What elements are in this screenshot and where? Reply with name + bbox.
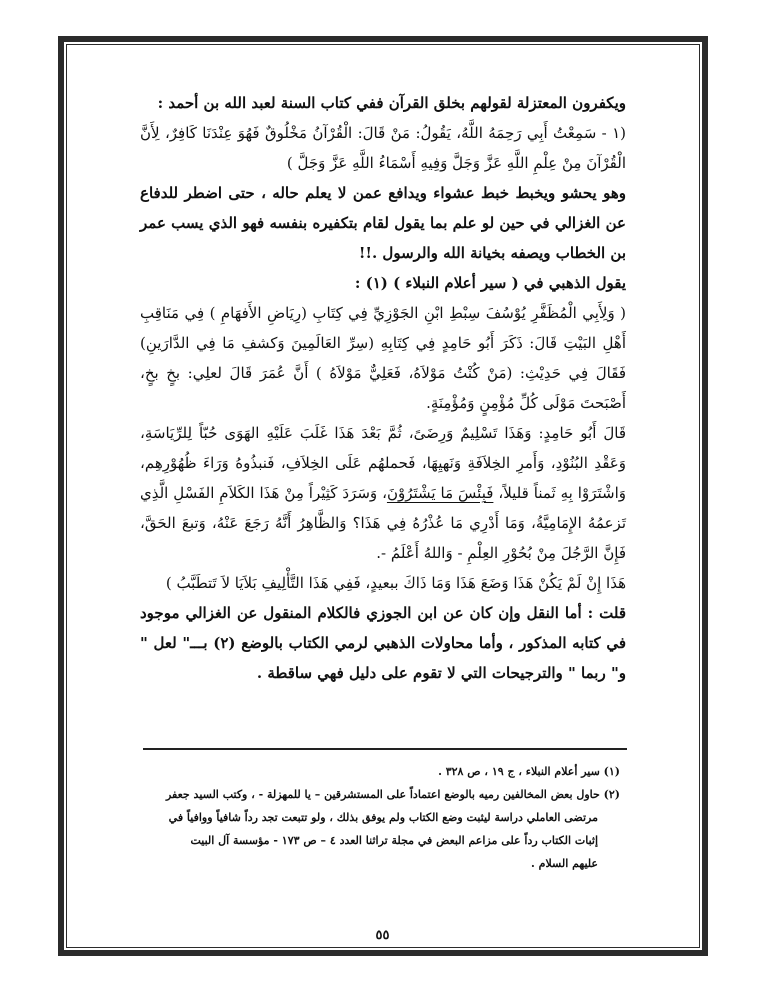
footnotes — [150, 760, 620, 875]
dhahabi-intro: يقول الذهبي في ( سير أعلام النبلاء ) (١) : — [354, 274, 626, 292]
footnote-separator — [143, 748, 627, 750]
footnote-1: (١) سير أعلام النبلاء ، ج ١٩ ، ص ٣٢٨ . — [438, 765, 620, 778]
quote-siyar-2 — [140, 418, 626, 568]
conclusion-paragraph: قلت : أما النقل وإن كان عن ابن الجوزي فالكلام المنقول عن الغزالي موجود في كتابه المذكور ، وأما محاولات الذهبي لرمي الكتاب بالوضع (٢) بـــ" لعل " و" ربما " والترجيحات التي لا تقوم على دليل فهي ساقطة . — [140, 604, 627, 682]
footnote-2-line-4: عليهم السلام . — [531, 857, 598, 870]
quote-siyar-2-start: قَالَ أَبُو حَامِدٍ: وَهَذَا تَسْلِيمٌ وَرِضَىً، ثُمَّ بَعْدَ هَذَا غَلَبَ عَلَيْهِ الهَوَى حُبّاً لِلرِّيَاسَةِ، وَعَقْدِ البُنُوْدِ، وَأَمرِ الخِلاَفَةِ وَنَهيِهَا، فَحملهُم عَلَى الخِلاَفِ، فَنبذُوهُ وَرَاءَ ظُهُوْرِهِم، وَاشْتَرَوْا بِهِ ثَمناً قليلاً، — [140, 424, 626, 502]
footnote-2-line-1: (٢) حاول بعض المخالفين رميه بالوضع اعتماداً على المستشرقين – يا للمهزلة - ، وكتب السيد جعفر — [165, 788, 620, 801]
intro-paragraph: ويكفرون المعتزلة لقولهم بخلق القرآن ففي كتاب السنة لعبد الله بن أحمد : — [157, 94, 626, 112]
main-text — [140, 88, 626, 688]
footnote-2-line-3: إثبات الكتاب رداً على مزاعم البعض في مجلة تراثنا العدد ٤ – ص ١٧٣ - مؤسسة آل البيت — [190, 834, 598, 847]
quote-siyar-1: ( وَلِأَبِي الْمُظَفَّرِ يُوْسُفَ سِبْطِ ابْنِ الجَوْزِيِّ فِي كِتَابِ (رِيَاضِ الأَفهَامِ ) فِي مَنَاقِبِ أَهْلِ البَيْتِ قَالَ: ذَكَرَ أَبُو حَامِدٍ فِي كِتَابِهِ (سِرِّ العَالَمِينَ وَكشفِ مَا فِي الدَّارَينِ) فَقَالَ فِي حَدِيْثِ: (مَنْ كُنْتُ مَوْلاَهُ، فَعَلِيٌّ مَوْلاَهُ ) أَنَّ عُمَرَ قَالَ لعلِي: بخٍ بخٍ، أَصْبَحتَ مَوْلَى كُلِّ مُؤْمِنٍ وَمُؤْمِنَةٍ. — [140, 304, 626, 412]
quote-siyar-2-end: ، وَسَرَدَ كَثِيْراً مِنْ هَذَا الكَلاَمِ الفَسْلِ الَّذِي تَزعمُهُ الإِمَامِيَّةُ، وَمَا أَدْرِي مَا عُذْرُهُ فِي هَذَا؟ وَالظَّاهِرُ أَنَّهُ رَجَعَ عَنْهُ، وَتبعَ الحَقَّ، فَإِنَّ الرَّجُلَ مِنْ بُحُوْرِ العِلْمِ - وَاللهُ أَعْلَمُ -. — [140, 484, 626, 562]
commentary-paragraph: وهو يحشو ويخبط خبط عشواء ويدافع عمن لا يعلم حاله ، حتى اضطر للدفاع عن الغزالي في حين لو علم بما يقول لقام بتكفيره بنفسه فهو الذي يسب عمر بن الخطاب ويصفه بخيانة الله والرسول .!! — [140, 184, 626, 262]
footnote-2-line-2: مرتضى العاملي دراسة ليثبت وضع الكتاب ولم يوفق بذلك ، ولو تتبعت تجد رداً شافياً ووافياً في — [168, 811, 598, 824]
quote-siyar-3: هَذَا إِنْ لَمْ يَكُنْ هَذَا وَضَعَ هَذَا وَمَا ذَاكَ ببعيدٍ، فَفِي هَذَا التَّأْلِيفِ بَلاَيَا لاَ تَتطَبَّبُ ) — [165, 574, 626, 592]
quote-underlined-phrase: فَبِئْسَ مَا يَشْتَرُوْنَ — [386, 484, 494, 502]
quote-sunnah: (١ - سَمِعْتُ أَبِي رَحِمَهُ اللَّهُ، يَقُولُ: مَنْ قَالَ: الْقُرْآنُ مَخْلُوقٌ فَهُوَ عِنْدَنَا كَافِرٌ، لِأَنَّ الْقُرْآنَ مِنْ عِلْمِ اللَّهِ عَزَّ وَجَلَّ وَفِيهِ أَسْمَاءُ اللَّهِ عَزَّ وَجَلَّ ) — [140, 124, 626, 172]
page-number: ٥٥ — [375, 928, 390, 943]
